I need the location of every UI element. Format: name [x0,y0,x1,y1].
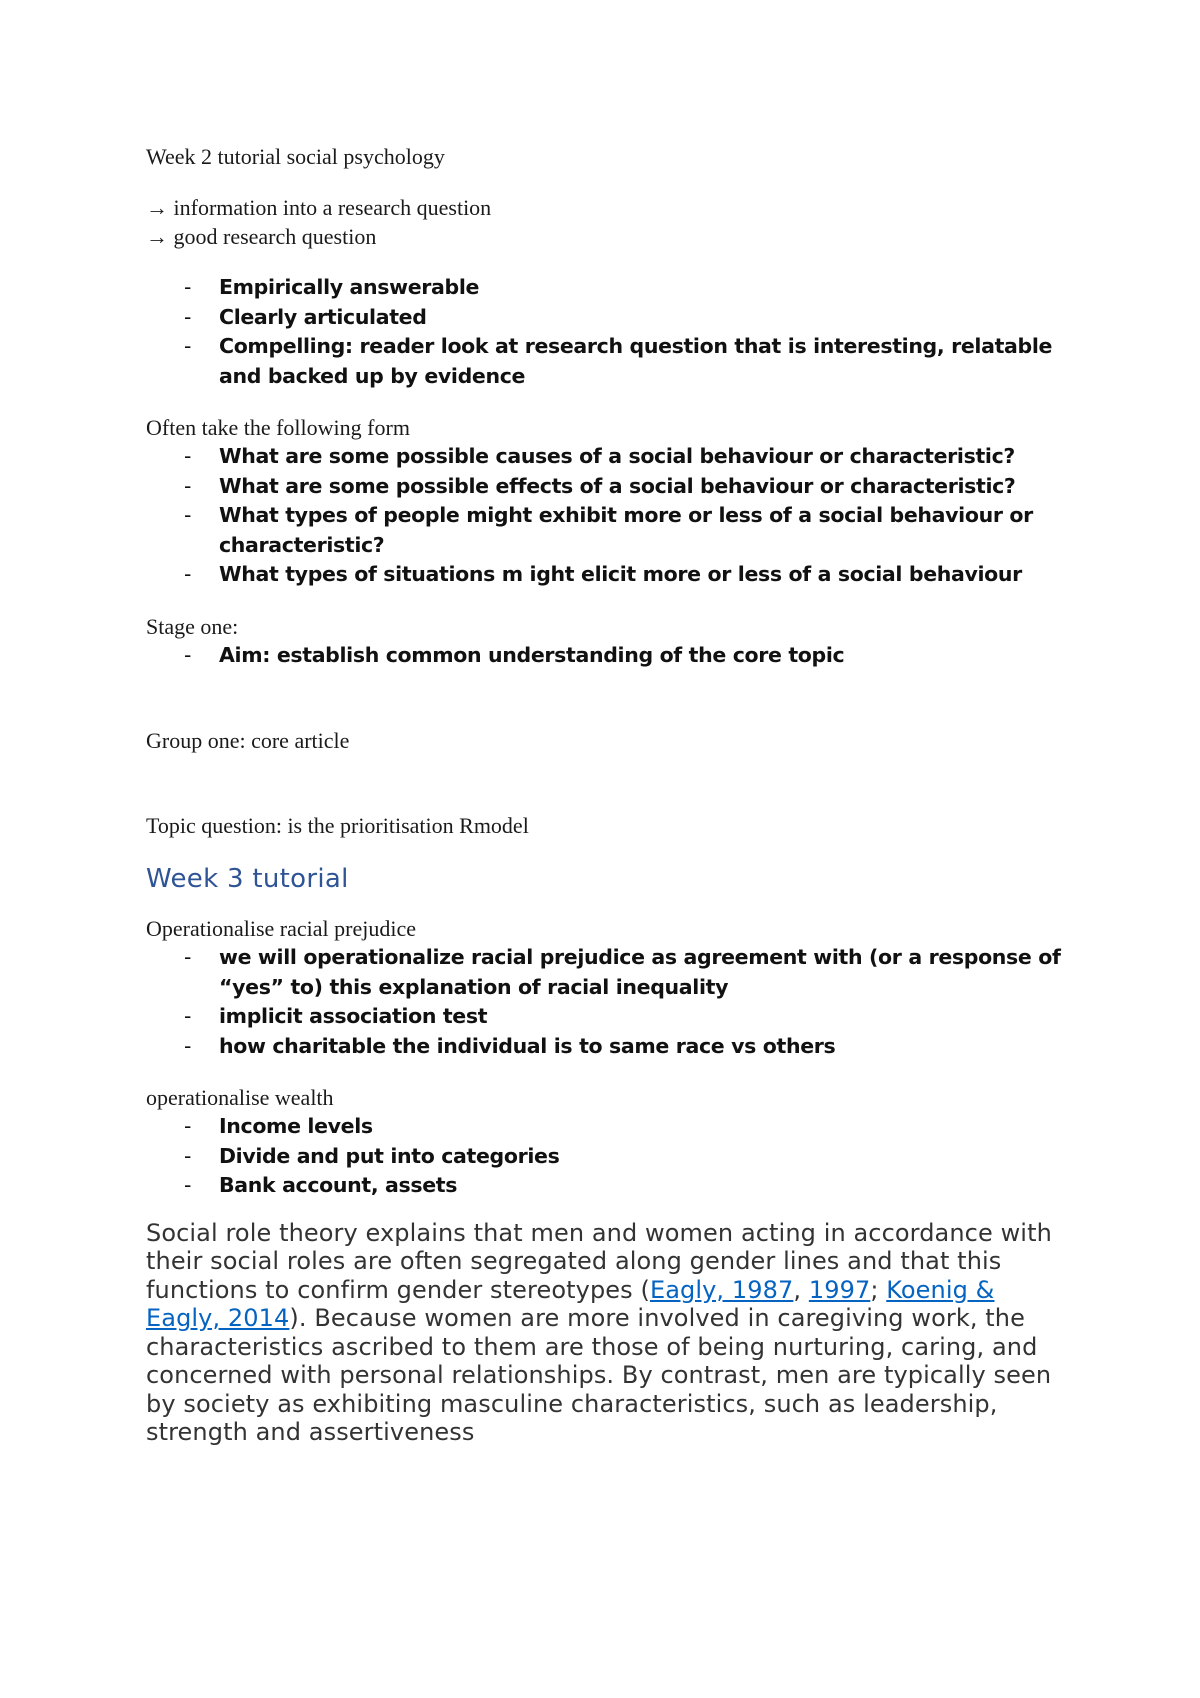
list-item-text: Empirically answerable [219,275,480,299]
list-item [146,472,1076,502]
arrow-item-text: good research question [173,224,377,249]
list-item-text: implicit association test [219,1004,488,1028]
citation-link-eagly-1987[interactable]: Eagly, 1987 [649,1275,794,1304]
bullet-dash: - [184,473,192,498]
topic-label: Topic question: is the prioritisation Rmodel [146,813,529,838]
group-label: Group one: core article [146,728,350,753]
list-item [146,560,1076,590]
list-item [146,501,1076,560]
list-item-text: Bank account, assets [219,1173,458,1197]
op-race-label: Operationalise racial prejudice [146,916,416,941]
bullet-dash: - [184,1033,192,1058]
citation-link-koenig-eagly-2014[interactable]: Koenig & Eagly, 2014 [146,1275,995,1332]
list-item [146,1142,1076,1172]
list-item-text: Divide and put into categories [219,1143,560,1168]
form-list [146,442,1076,590]
arrow-item [146,193,1076,222]
bullet-dash: - [184,562,192,586]
op-wealth-label: operationalise wealth [146,1085,334,1110]
list-item-text: Income levels [219,1114,373,1138]
arrow-icon: → [146,195,168,220]
list-item-text: What types of people might exhibit more or less of a social behaviour or characteristic? [219,503,1033,557]
bullet-dash: - [184,275,192,299]
form-label: Often take the following form [146,415,410,440]
citation-link-1997[interactable]: 1997 [808,1275,871,1304]
bullet-dash: - [184,334,192,358]
list-item [146,1171,1076,1201]
list-item [146,273,1076,303]
list-item-text: What types of situations m ight elicit more or less of a social behaviour [219,562,1022,586]
list-item-text: What are some possible causes of a social behaviour or characteristic? [219,444,1015,468]
list-item [146,1112,1076,1142]
bullet-dash: - [184,304,192,329]
bullet-dash: - [184,642,192,667]
paragraph-text: ). Because women are more involved in caregiving work, the characteristics ascribed to them are those of being nurturing, caring, and concerned with personal relationships. By contrast, men are typically seen by society as exhibiting masculine characteristics, such as leadership, strength and assertiveness [146,1304,1052,1446]
arrow-list [146,193,1076,251]
list-item-text: we will operationalize racial prejudice as agreement with (or a response of “yes” to) this explanation of racial inequality [219,945,1061,999]
list-item [146,303,1076,333]
paragraph-text: Social role theory explains that men and women acting in accordance with their social roles are often segregated along gender lines and that this functions to confirm gender stereotypes ( [146,1218,1052,1304]
list-item [146,943,1076,1002]
arrow-icon: → [146,224,168,249]
list-item [146,1002,1076,1032]
list-item-text: Compelling: reader look at research question that is interesting, relatable and backed up by evidence [219,334,1053,388]
op-wealth-list [146,1112,1076,1201]
bullet-dash: - [184,503,192,527]
list-item-text: What are some possible effects of a social behaviour or characteristic? [219,473,1016,498]
list-item [146,641,1076,671]
bullet-dash: - [184,945,192,969]
week3-heading: Week 3 tutorial [146,864,349,894]
arrow-item-text: information into a research question [173,195,492,220]
doc-title: Week 2 tutorial social psychology [146,144,445,169]
list-item [146,442,1076,472]
social-role-paragraph [146,1219,1076,1447]
list-item [146,1032,1076,1062]
list-item [146,332,1076,391]
stage-label: Stage one: [146,613,239,639]
paragraph-separator: ; [870,1275,887,1304]
document-page [146,142,1076,1447]
bullet-dash: - [184,1143,192,1168]
bullet-dash: - [184,1173,192,1197]
stage-list [146,641,1076,671]
bullet-dash: - [184,444,192,468]
list-item-text: Clearly articulated [219,304,427,329]
bullet-dash: - [184,1114,192,1138]
bullet-dash: - [184,1004,192,1028]
research-question-criteria-list [146,273,1076,391]
list-item-text: how charitable the individual is to same race vs others [219,1033,836,1058]
op-race-list [146,943,1076,1061]
arrow-item [146,222,1076,251]
list-item-text: Aim: establish common understanding of the core topic [219,642,845,667]
paragraph-separator: , [793,1275,809,1304]
